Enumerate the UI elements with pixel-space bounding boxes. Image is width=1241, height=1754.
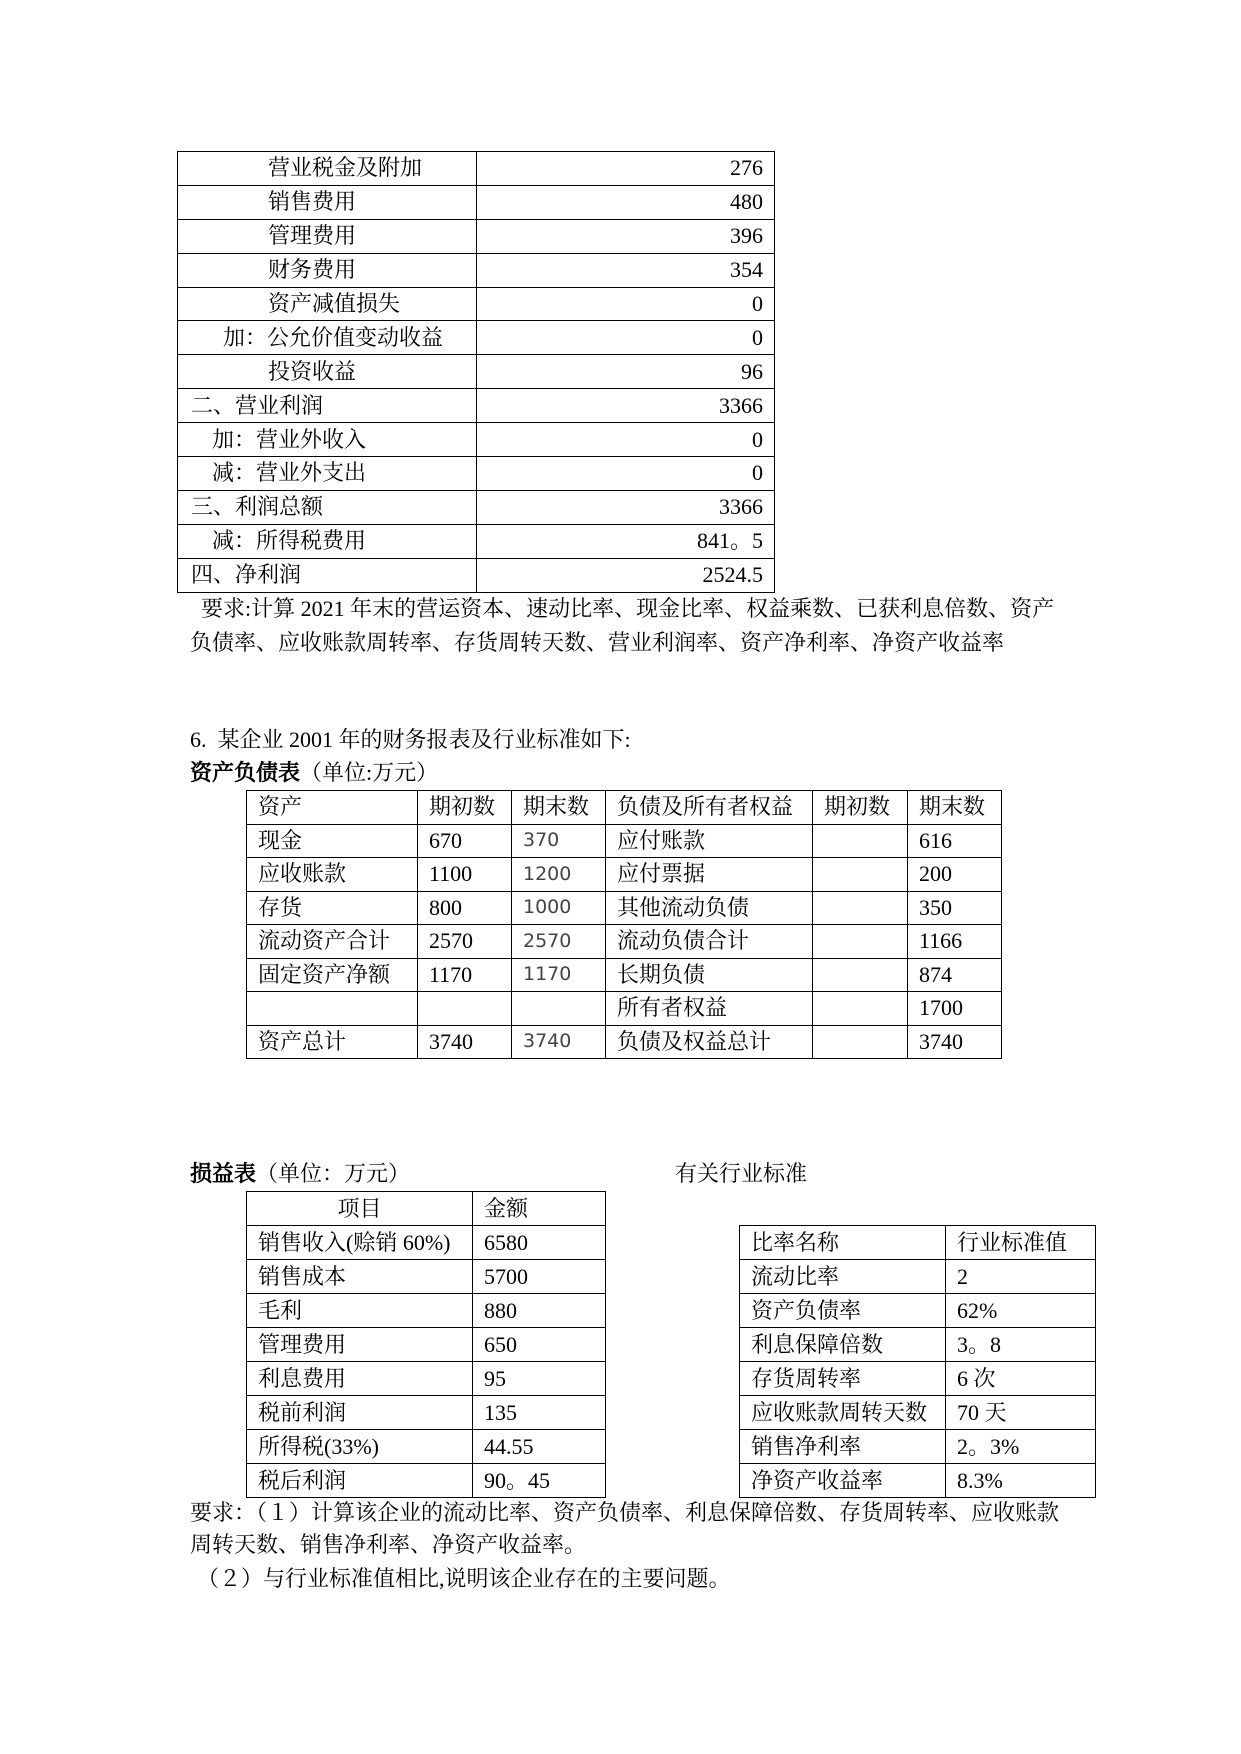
- item-amount: 90。45: [473, 1464, 606, 1498]
- question-intro: 6. 某企业 2001 年的财务报表及行业标准如下:: [190, 727, 631, 752]
- item-name: 利息费用: [247, 1362, 473, 1396]
- asset-closing: [512, 992, 606, 1026]
- table-unit: （单位:万元）: [300, 760, 439, 785]
- column-header: 期末数: [512, 791, 606, 825]
- liability-opening: [813, 992, 908, 1026]
- ratio-standard-value: 62%: [946, 1294, 1096, 1328]
- liability-name: 所有者权益: [606, 992, 813, 1026]
- liability-opening: [813, 958, 908, 992]
- column-header: 期初数: [813, 791, 908, 825]
- column-header: 期初数: [418, 791, 512, 825]
- table-title: 资产负债表: [190, 760, 301, 785]
- table-row: [247, 958, 1002, 992]
- item-value: 2524.5: [477, 558, 775, 592]
- table-row: [247, 1260, 606, 1294]
- item-label: 财务费用: [178, 253, 477, 287]
- asset-opening: 1170: [418, 958, 512, 992]
- asset-closing: 2570: [512, 925, 606, 959]
- table-row: [178, 219, 775, 253]
- item-value: 354: [477, 253, 775, 287]
- asset-opening: 2570: [418, 925, 512, 959]
- liability-name: 应付票据: [606, 858, 813, 892]
- table-row: [247, 1430, 606, 1464]
- requirement-text: 周转天数、销售净利率、净资产收益率。: [190, 1532, 587, 1557]
- column-header: 资产: [247, 791, 418, 825]
- table-row: [247, 1362, 606, 1396]
- item-label: 二、营业利润: [178, 389, 477, 423]
- table-row: [247, 1396, 606, 1430]
- table-row: [247, 1226, 606, 1260]
- item-name: 所得税(33%): [247, 1430, 473, 1464]
- item-value: 3366: [477, 389, 775, 423]
- asset-opening: 670: [418, 824, 512, 858]
- table-row: [247, 1025, 1002, 1059]
- table-row: [178, 287, 775, 321]
- item-name: 税前利润: [247, 1396, 473, 1430]
- item-label: 减：营业外支出: [178, 457, 477, 491]
- item-label: 三、利润总额: [178, 490, 477, 524]
- asset-name: 现金: [247, 824, 418, 858]
- item-name: 销售收入(赊销 60%): [247, 1226, 473, 1260]
- item-label: 减：所得税费用: [178, 524, 477, 558]
- income-statement-table: [246, 1191, 606, 1498]
- table-row: [178, 490, 775, 524]
- ratio-name: 流动比率: [740, 1260, 946, 1294]
- ratio-name: 存货周转率: [740, 1362, 946, 1396]
- table-header-row: [740, 1226, 1096, 1260]
- ratio-standard-value: 6 次: [946, 1362, 1096, 1396]
- table-row: [740, 1396, 1096, 1430]
- liability-closing: 350: [908, 891, 1002, 925]
- ratio-name: 销售净利率: [740, 1430, 946, 1464]
- table-row: [740, 1362, 1096, 1396]
- column-header: 项目: [247, 1192, 473, 1226]
- item-amount: 44.55: [473, 1430, 606, 1464]
- asset-name: 资产总计: [247, 1025, 418, 1059]
- item-label: 四、净利润: [178, 558, 477, 592]
- liability-opening: [813, 925, 908, 959]
- item-name: 税后利润: [247, 1464, 473, 1498]
- liability-closing: 616: [908, 824, 1002, 858]
- table-row: [247, 925, 1002, 959]
- table-row: [247, 1464, 606, 1498]
- ratio-name: 应收账款周转天数: [740, 1396, 946, 1430]
- table-header-row: [247, 1192, 606, 1226]
- ratio-standard-value: 3。8: [946, 1328, 1096, 1362]
- balance-sheet-table: [246, 790, 1002, 1059]
- column-header: 负债及所有者权益: [606, 791, 813, 825]
- item-amount: 6580: [473, 1226, 606, 1260]
- table-row: [247, 1294, 606, 1328]
- table-row: [178, 524, 775, 558]
- item-label: 销售费用: [178, 185, 477, 219]
- asset-name: 固定资产净额: [247, 958, 418, 992]
- ratio-standard-value: 2: [946, 1260, 1096, 1294]
- item-label: 营业税金及附加: [178, 152, 477, 186]
- asset-closing: 1000: [512, 891, 606, 925]
- asset-name: 存货: [247, 891, 418, 925]
- column-header: 行业标准值: [946, 1226, 1096, 1260]
- item-label: 加：营业外收入: [178, 423, 477, 457]
- ratio-standard-value: 70 天: [946, 1396, 1096, 1430]
- item-label: 管理费用: [178, 219, 477, 253]
- table-title: 损益表: [190, 1161, 257, 1186]
- item-label: 加：公允价值变动收益: [178, 321, 477, 355]
- ratio-standard-value: 2。3%: [946, 1430, 1096, 1464]
- item-value: 0: [477, 457, 775, 491]
- asset-opening: [418, 992, 512, 1026]
- item-value: 276: [477, 152, 775, 186]
- balance-sheet-heading: [190, 758, 438, 788]
- liability-name: 长期负债: [606, 958, 813, 992]
- table-row: [178, 152, 775, 186]
- item-value: 96: [477, 355, 775, 389]
- table-unit: （单位：万元）: [256, 1161, 411, 1186]
- table-row: [247, 992, 1002, 1026]
- item-value: 0: [477, 287, 775, 321]
- liability-closing: 1166: [908, 925, 1002, 959]
- item-amount: 95: [473, 1362, 606, 1396]
- ratio-name: 利息保障倍数: [740, 1328, 946, 1362]
- item-name: 毛利: [247, 1294, 473, 1328]
- liability-opening: [813, 824, 908, 858]
- liability-opening: [813, 858, 908, 892]
- column-header: 期末数: [908, 791, 1002, 825]
- asset-closing: 370: [512, 824, 606, 858]
- asset-opening: 1100: [418, 858, 512, 892]
- table-row: [247, 1328, 606, 1362]
- industry-standards-title: 有关行业标准: [675, 1161, 808, 1186]
- ratio-standard-value: 8.3%: [946, 1464, 1096, 1498]
- liability-opening: [813, 1025, 908, 1059]
- liability-closing: 3740: [908, 1025, 1002, 1059]
- table-row: [740, 1464, 1096, 1498]
- item-amount: 5700: [473, 1260, 606, 1294]
- item-name: 销售成本: [247, 1260, 473, 1294]
- liability-opening: [813, 891, 908, 925]
- item-name: 管理费用: [247, 1328, 473, 1362]
- table-row: [740, 1260, 1096, 1294]
- table-row: [247, 891, 1002, 925]
- liability-closing: 200: [908, 858, 1002, 892]
- table-row: [740, 1294, 1096, 1328]
- column-header: 金额: [473, 1192, 606, 1226]
- table-row: [178, 355, 775, 389]
- requirement-text: （２）与行业标准值相比,说明该企业存在的主要问题。: [197, 1566, 731, 1591]
- item-amount: 880: [473, 1294, 606, 1328]
- liability-closing: 1700: [908, 992, 1002, 1026]
- asset-closing: 1170: [512, 958, 606, 992]
- asset-opening: 3740: [418, 1025, 512, 1059]
- table-row: [178, 321, 775, 355]
- asset-closing: 1200: [512, 858, 606, 892]
- liability-name: 流动负债合计: [606, 925, 813, 959]
- table-row: [178, 389, 775, 423]
- asset-name: 流动资产合计: [247, 925, 418, 959]
- column-header: 比率名称: [740, 1226, 946, 1260]
- item-label: 资产减值损失: [178, 287, 477, 321]
- asset-name: 应收账款: [247, 858, 418, 892]
- ratio-name: 净资产收益率: [740, 1464, 946, 1498]
- liability-closing: 874: [908, 958, 1002, 992]
- table-row: [740, 1430, 1096, 1464]
- requirement-text: 要求：（１）计算该企业的流动比率、资产负债率、利息保障倍数、存货周转率、应收账款: [190, 1500, 1060, 1525]
- item-value: 0: [477, 423, 775, 457]
- item-value: 3366: [477, 490, 775, 524]
- liability-name: 其他流动负债: [606, 891, 813, 925]
- item-value: 396: [477, 219, 775, 253]
- table-row: [247, 824, 1002, 858]
- income-statement-heading: [190, 1159, 410, 1189]
- asset-name: [247, 992, 418, 1026]
- requirement-text: 负债率、应收账款周转率、存货周转天数、营业利润率、资产净利率、净资产收益率: [190, 630, 1005, 655]
- item-value: 0: [477, 321, 775, 355]
- liability-name: 应付账款: [606, 824, 813, 858]
- table-row: [178, 423, 775, 457]
- table-row: [740, 1328, 1096, 1362]
- ratio-name: 资产负债率: [740, 1294, 946, 1328]
- requirement-text: 要求:计算 2021 年末的营运资本、速动比率、现金比率、权益乘数、已获利息倍数、资产: [201, 596, 1055, 621]
- table-row: [178, 558, 775, 592]
- item-value: 480: [477, 185, 775, 219]
- item-amount: 650: [473, 1328, 606, 1362]
- table-row: [178, 185, 775, 219]
- item-label: 投资收益: [178, 355, 477, 389]
- table-row: [178, 457, 775, 491]
- profit-statement-table: [177, 151, 775, 593]
- item-amount: 135: [473, 1396, 606, 1430]
- asset-closing: 3740: [512, 1025, 606, 1059]
- item-value: 841。5: [477, 524, 775, 558]
- industry-standards-table: [739, 1225, 1096, 1498]
- liability-name: 负债及权益总计: [606, 1025, 813, 1059]
- table-row: [247, 858, 1002, 892]
- table-row: [178, 253, 775, 287]
- asset-opening: 800: [418, 891, 512, 925]
- table-header-row: [247, 791, 1002, 825]
